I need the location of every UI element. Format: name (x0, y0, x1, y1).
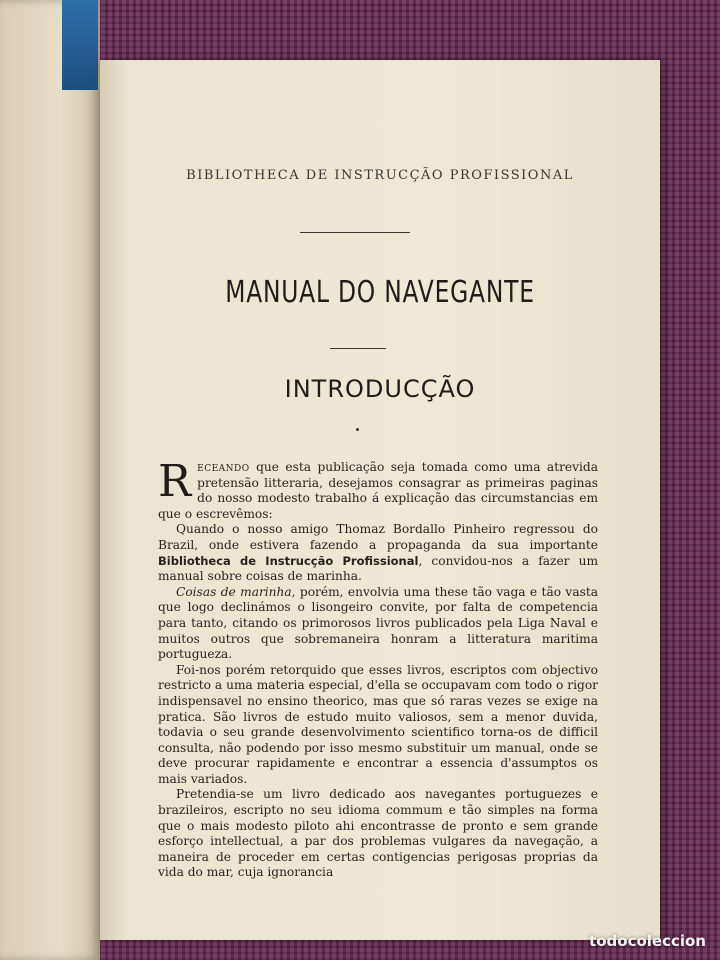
drop-cap: R (158, 456, 192, 507)
paragraph-text: Quando o nosso amigo Thomaz Bordallo Pinheiro regressou do Brazil, onde estivera fazendo a propaganda da sua importante (158, 522, 598, 552)
bold-text: Bibliotheca de Instrucção Profissional (158, 553, 419, 568)
body-text (158, 456, 599, 881)
series-title: BIBLIOTHECA DE INSTRUCÇÃO PROFISSIONAL (186, 168, 574, 183)
ornament-dot (356, 428, 359, 431)
divider-rule (300, 232, 410, 233)
divider-rule (330, 348, 386, 349)
book-cover-edge (62, 0, 98, 90)
book-title: MANUAL DO NAVEGANTE (225, 275, 535, 310)
lead-word: eceando (197, 460, 250, 474)
paragraph: Pretendia-se um livro dedicado aos navegantes portuguezes e brazileiros, escripto no seu idioma commum e tão simples na forma que o mais modesto piloto ahi encontrasse de pronto e sem grande esforço intellectual, a par dos problemas vulgares da navegação, a maneira de proceder em certas contigencias perigosas proprias da vida do mar, cuja ignorancia (158, 787, 598, 880)
paragraph-text: , porém, envolvia uma these tão vaga e tão vasta que logo declinámos o lisongeiro convite, por falta de competencia para tanto, citando os primorosos livros publicados pela Liga Naval e muitos outros que sobremaneira honram a litteratura maritima portugueza. (158, 584, 599, 662)
left-page-edge (0, 0, 100, 960)
paragraph-text: que esta publicação seja tomada como uma atrevida pretensão litteraria, desejamos consagrar as primeiras paginas do nosso modesto trabalho á explicação das circumstancias em que o escrevêmos: (158, 460, 598, 521)
paragraph-text: , convidou-nos a fazer um manual sobre coisas de marinha. (158, 553, 598, 584)
paragraph: Foi-nos porém retorquido que esses livros, escriptos com objectivo restricto a uma materia especial, d'ella se occupavam com todo o rigor indispensavel no ensino theorico, mas que só raras vezes se exige na pratica. São livros de estudo muito valiosos, sem a menor duvida, todavia o seu grande desenvolvimento scientifico torna-os de difficil consulta, não podendo por isso mesmo substituir um manual, onde se deve procurar rapidamente e encontrar a essencia d'assumptos os mais variados. (158, 662, 598, 786)
paragraph (158, 522, 598, 584)
paragraph (158, 585, 598, 663)
watermark-logo: todocoleccion (589, 932, 706, 950)
italic-text: Coisas de marinha (176, 584, 292, 599)
section-heading: INTRODUCÇÃO (284, 375, 476, 403)
book-page (100, 60, 660, 940)
paragraph (158, 456, 598, 522)
